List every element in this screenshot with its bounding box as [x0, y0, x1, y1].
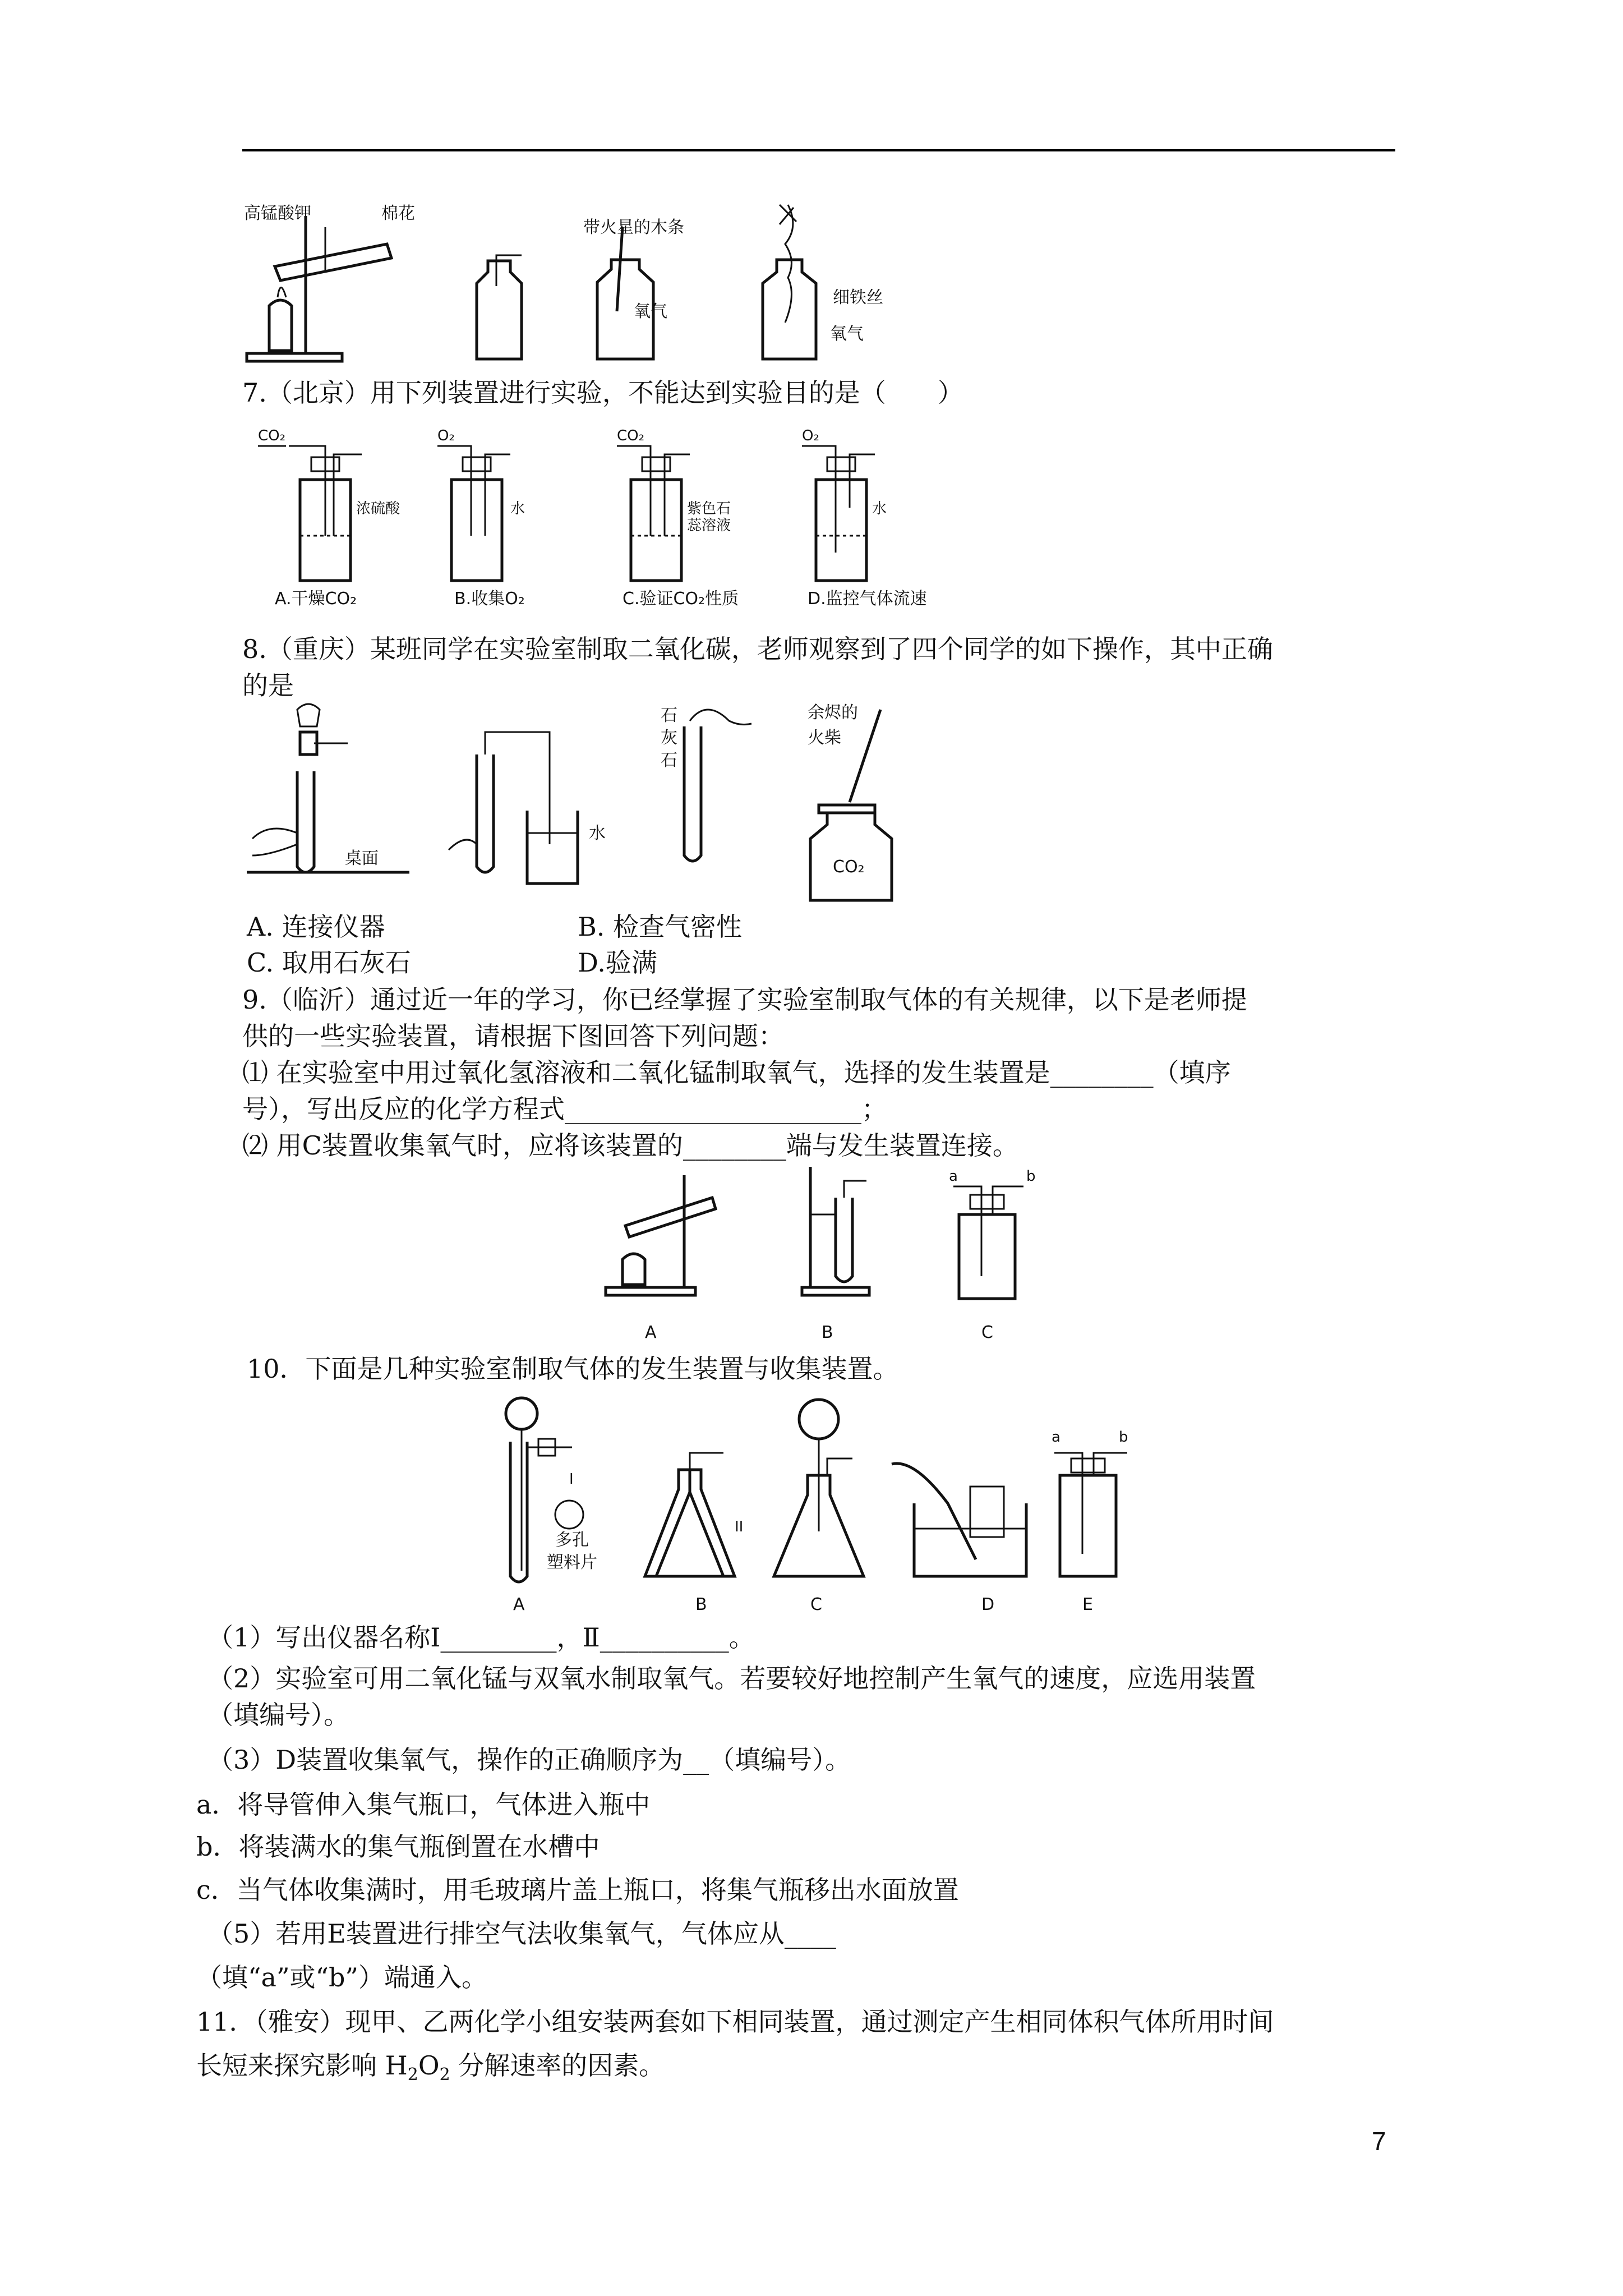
- q10-caption-d: D: [981, 1595, 995, 1614]
- q8-stem-line-2: 的是: [242, 670, 294, 701]
- q11-stem-line-2: [196, 2047, 665, 2093]
- q10-step-a: a．将导管伸入集气瓶口，气体进入瓶中: [196, 1789, 651, 1820]
- q9-part-2: ⑵ 用C装置收集氧气时，应将该装置的________端与发生装置连接。: [242, 1130, 1018, 1161]
- q10-part-3: （3）D装置收集氧气，操作的正确顺序为__（填编号）。: [208, 1745, 851, 1775]
- q9-stem-line-2: 供的一些实验装置，请根据下图回答下列问题：: [242, 1021, 784, 1051]
- fig-label-iron-wire: 细铁丝: [833, 288, 883, 307]
- q7-a-gas-label: CO₂: [258, 427, 286, 444]
- q8-label-match-2: 火柴: [808, 728, 841, 748]
- q8-operation-c: [661, 706, 751, 861]
- q9-caption-b: B: [822, 1323, 833, 1342]
- q7-b-gas-label: O₂: [437, 427, 455, 444]
- q11-sub-1: 2: [407, 2065, 418, 2085]
- q10-part-2-line-1: （2）实验室可用二氧化锰与双氧水制取氧气。若要较好地控制产生氧气的速度，应选用装置: [208, 1663, 1256, 1694]
- fig-label-oxygen-2: 氧气: [830, 324, 864, 344]
- q10-caption-b: B: [695, 1595, 707, 1614]
- q7-apparatus-b: [437, 427, 525, 609]
- q11-line2-post: 分解速率的因素。: [450, 2050, 665, 2081]
- q7-c-liquid-label-2: 蕊溶液: [687, 517, 731, 534]
- q10-label-ii: II: [735, 1519, 744, 1535]
- q10-part-5-line-2: （填“a”或“b”）端通入。: [196, 1962, 487, 1993]
- fig-label-oxygen-1: 氧气: [634, 302, 667, 321]
- q8-label-stone-1: 石: [661, 706, 677, 725]
- q7-apparatus-a: [258, 427, 400, 609]
- q10-caption-e: E: [1082, 1595, 1093, 1614]
- q8-operation-d: [808, 703, 892, 900]
- q10-caption-a: A: [513, 1595, 525, 1614]
- header-rule: [242, 149, 1395, 151]
- q7-caption-c: C.验证CO₂性质: [623, 589, 739, 609]
- q10-apparatus-e: [1052, 1429, 1128, 1614]
- stand-base: [247, 353, 342, 361]
- q8-stem-line-1: 8.（重庆）某班同学在实验室制取二氧化碳，老师观察到了四个同学的如下操作，其中正确: [242, 634, 1273, 664]
- q8-label-water: 水: [589, 823, 606, 843]
- q10-stem: 10．下面是几种实验室制取气体的发生装置与收集装置。: [247, 1354, 899, 1384]
- alcohol-lamp: [269, 300, 292, 351]
- q8-option-c: C. 取用石灰石: [247, 947, 411, 978]
- q7-b-liquid-label: 水: [510, 500, 525, 517]
- q7-d-liquid-label: 水: [872, 500, 887, 517]
- q8-label-stone-3: 石: [661, 751, 677, 770]
- fig-label-kmno4: 高锰酸钾: [244, 204, 311, 223]
- q9-caption-a: A: [645, 1323, 657, 1342]
- q9-apparatus-b: [802, 1167, 869, 1342]
- q8-operation-b: [449, 732, 606, 884]
- fig-label-glowing-splint: 带火星的木条: [583, 218, 684, 237]
- q9-stem-line-1: 9.（临沂）通过近一年的学习，你已经掌握了实验室制取气体的有关规律，以下是老师提: [242, 984, 1247, 1015]
- q7-caption-b: B.收集O₂: [454, 589, 525, 609]
- q7-caption-d: D.监控气体流速: [808, 589, 927, 609]
- figure-q8-operations: [247, 698, 920, 906]
- figure-q7-gas-bottles: [247, 424, 970, 609]
- q10-port-b: b: [1119, 1429, 1128, 1446]
- q10-port-a: a: [1052, 1429, 1061, 1446]
- q7-d-gas-label: O₂: [802, 427, 819, 444]
- page-number: 7: [1372, 2127, 1386, 2156]
- q10-apparatus-b: [645, 1453, 743, 1614]
- q9-port-b: b: [1026, 1168, 1036, 1185]
- fig-label-cotton: 棉花: [381, 204, 415, 223]
- q9-part-1-line-1: ⑴ 在实验室中用过氧化氢溶液和二氧化锰制取氧气，选择的发生装置是________（填序: [242, 1057, 1231, 1088]
- q10-step-b: b．将装满水的集气瓶倒置在水槽中: [196, 1832, 600, 1862]
- q10-step-c: c．当气体收集满时，用毛玻璃片盖上瓶口，将集气瓶移出水面放置: [196, 1875, 959, 1905]
- q7-caption-a: A.干燥CO₂: [275, 589, 357, 609]
- test-tube-tilted: [275, 244, 391, 280]
- q8-label-match-1: 余烬的: [808, 703, 858, 723]
- q7-c-gas-label: CO₂: [617, 427, 645, 444]
- q11-sub-2: 2: [439, 2065, 450, 2085]
- q9-part-1-line-2: 号），写出反应的化学方程式_______________________；: [242, 1094, 887, 1124]
- q10-part-1: （1）写出仪器名称Ⅰ_________，Ⅱ__________。: [208, 1622, 755, 1653]
- q9-port-a: a: [949, 1168, 958, 1185]
- q9-caption-c: C: [981, 1323, 993, 1342]
- q8-option-a: A. 连接仪器: [247, 912, 385, 942]
- q8-operation-a: [247, 704, 409, 872]
- q10-apparatus-c: [774, 1400, 864, 1614]
- q7-apparatus-c: [617, 427, 739, 609]
- q11-stem-line-1: 11．（雅安）现甲、乙两化学小组安装两套如下相同装置，通过测定产生相同体积气体所用时间: [196, 2007, 1274, 2037]
- figure-q10-apparatus: [488, 1391, 1150, 1616]
- q10-part-2-line-2: （填编号）。: [208, 1700, 349, 1730]
- figure-q9-apparatus: [600, 1164, 1060, 1349]
- q7-c-liquid-label-1: 紫色石: [687, 500, 731, 517]
- q11-mid: O: [418, 2050, 440, 2081]
- q7-stem: 7.（北京）用下列装置进行实验，不能达到实验目的是（ ）: [242, 378, 963, 408]
- q8-label-desk: 桌面: [345, 849, 379, 868]
- q8-label-stone-2: 灰: [661, 728, 677, 748]
- q10-apparatus-a: [506, 1398, 597, 1614]
- q10-part-5-line-1: （5）若用E装置进行排空气法收集氧气，气体应从____: [208, 1918, 836, 1949]
- q10-apparatus-d: [892, 1464, 1026, 1614]
- figure-oxygen-experiments: [241, 194, 1015, 365]
- gas-bottle: [477, 261, 522, 359]
- q10-label-porous-2: 塑料片: [547, 1553, 597, 1572]
- q10-caption-c: C: [810, 1595, 822, 1614]
- q8-option-d: D.验满: [578, 947, 657, 978]
- q8-option-b: B. 检查气密性: [578, 912, 743, 942]
- q10-label-i: I: [569, 1471, 574, 1488]
- q7-a-liquid-label: 浓硫酸: [356, 500, 400, 517]
- q9-apparatus-c: [949, 1168, 1036, 1342]
- q8-label-co2: CO₂: [833, 857, 865, 877]
- q9-apparatus-a: [606, 1175, 716, 1342]
- q7-apparatus-d: [802, 427, 927, 609]
- q11-line2-pre: 长短来探究影响 H: [196, 2050, 408, 2081]
- q10-label-porous-1: 多孔: [555, 1530, 589, 1550]
